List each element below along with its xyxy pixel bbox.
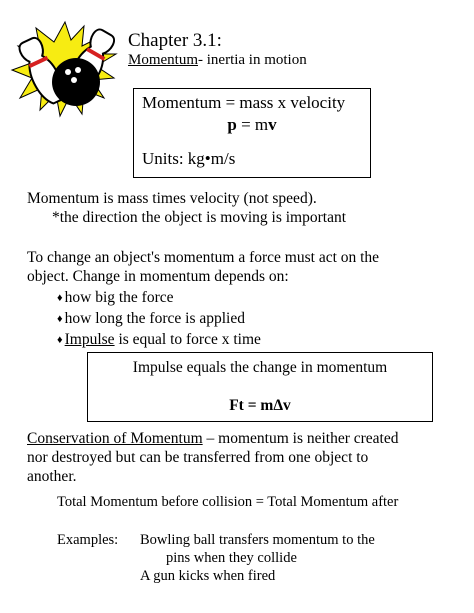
conservation-line3: another. [27, 468, 77, 485]
para2-line2: object. Change in momentum depends on: [27, 268, 289, 285]
conservation-line2: nor destroyed but can be transferred from one object to [27, 449, 369, 466]
formula-definition: Momentum = mass x velocity [142, 93, 346, 112]
bowling-clipart-icon [10, 20, 120, 118]
examples-label: Examples: [57, 532, 119, 548]
impulse-term: Impulse [64, 331, 115, 348]
total-momentum-statement: Total Momentum before collision = Total Momentum after [57, 494, 399, 510]
diamond-bullet-icon: ♦ [57, 334, 63, 346]
formula-box [133, 88, 371, 178]
impulse-box [87, 352, 433, 422]
bullet-item-time [57, 310, 245, 328]
chapter-subtitle [128, 52, 307, 69]
formula-v: v [268, 115, 277, 134]
subtitle-term: Momentum [128, 52, 198, 68]
conservation-line1 [27, 430, 399, 448]
bowling-ball-icon [52, 58, 100, 106]
example-1-line1: Bowling ball transfers momentum to the [140, 532, 375, 548]
para2-line1: To change an object's momentum a force must act on the [27, 249, 380, 266]
impulse-formula: Ft = mΔv [229, 397, 291, 414]
formula-symbols [134, 115, 370, 135]
formula-units: Units: kg•m/s [142, 149, 236, 168]
formula-p: p [227, 115, 237, 134]
subtitle-rest: - inertia in motion [198, 52, 307, 68]
diamond-bullet-icon: ♦ [57, 292, 63, 304]
example-1-line2: pins when they collide [166, 550, 297, 566]
chapter-title: Chapter 3.1: [128, 30, 222, 51]
conservation-term: Conservation of Momentum [27, 430, 203, 447]
formula-eq: = m [236, 115, 269, 134]
diamond-bullet-icon: ♦ [57, 313, 63, 325]
para1-line2: *the direction the object is moving is important [52, 209, 347, 226]
bullet-text: is equal to force x time [114, 331, 261, 348]
bullet-item-impulse [57, 331, 261, 349]
impulse-statement: Impulse equals the change in momentum [132, 359, 388, 376]
bullet-text: how long the force is applied [64, 310, 245, 327]
bullet-item-force [57, 289, 174, 307]
para1-line1: Momentum is mass times velocity (not speed). [27, 190, 317, 207]
bullet-text: how big the force [64, 289, 174, 306]
conservation-rest: – momentum is neither created [202, 430, 399, 447]
example-2: A gun kicks when fired [140, 568, 276, 584]
